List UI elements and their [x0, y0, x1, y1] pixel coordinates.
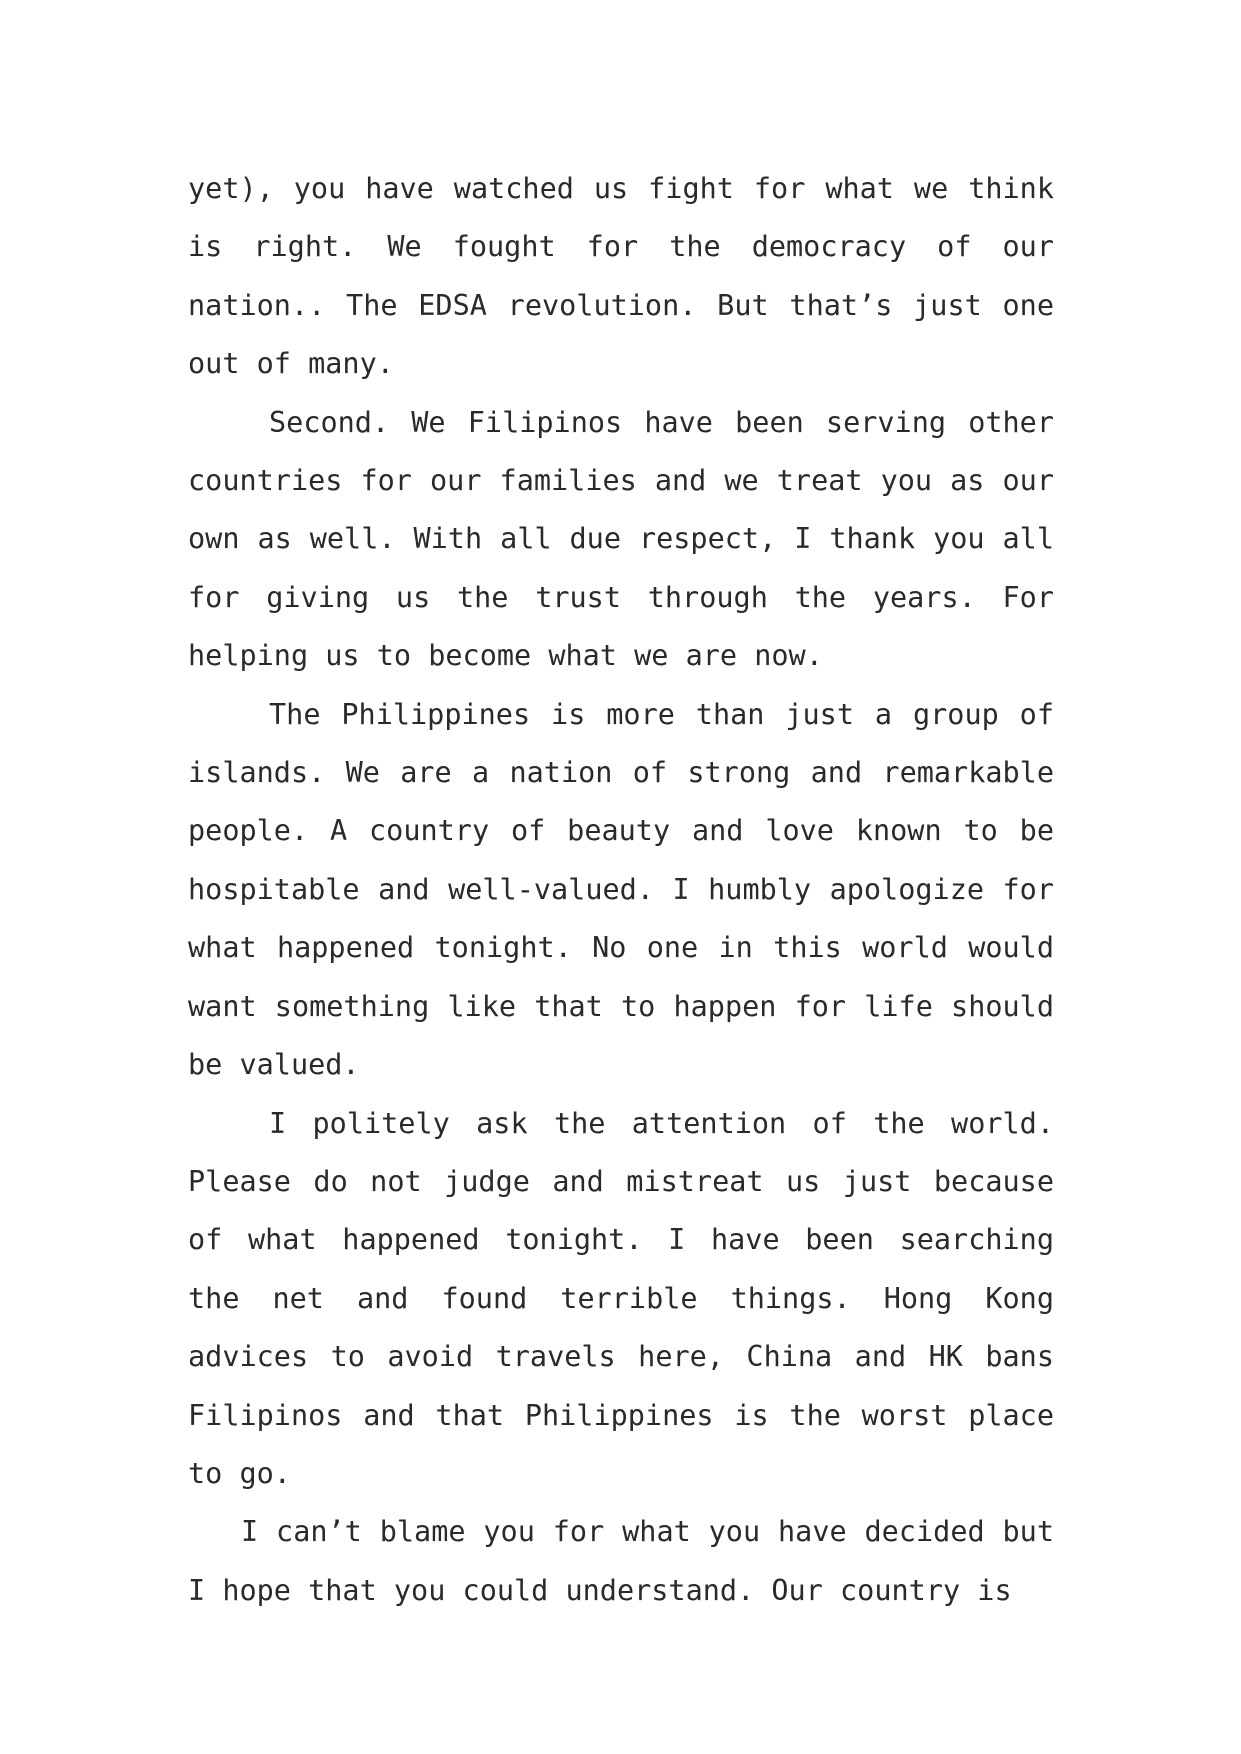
body-text — [188, 160, 1054, 1620]
paragraph-continuation: yet), you have watched us fight for what we think is right. We fought for the democracy of our nation.. The EDSA revolution. But that’s just one out of many. — [188, 172, 1054, 381]
paragraph-second: Second. We Filipinos have been serving other countries for our families and we treat you as our own as well. With all due respect, I thank you all for giving us the trust through the years. For helping us to become what we are now. — [188, 405, 1054, 673]
paragraph-blame: I can’t blame you for what you have decided but I hope that you could understand. Our country is — [188, 1515, 1054, 1607]
paragraph-attention: I politely ask the attention of the world. Please do not judge and mistreat us just because of what happened tonight. I have been searching the net and found terrible things. Hong Kong advices to avoid travels here, China and HK bans Filipinos and that Philippines is the worst place to go. — [188, 1106, 1054, 1490]
paragraph-philippines: The Philippines is more than just a group of islands. We are a nation of strong and remarkable people. A country of beauty and love known to be hospitable and well-valued. I humbly apologize for what happened tonight. No one in this world would want something like that to happen for life should be valued. — [188, 697, 1054, 1082]
